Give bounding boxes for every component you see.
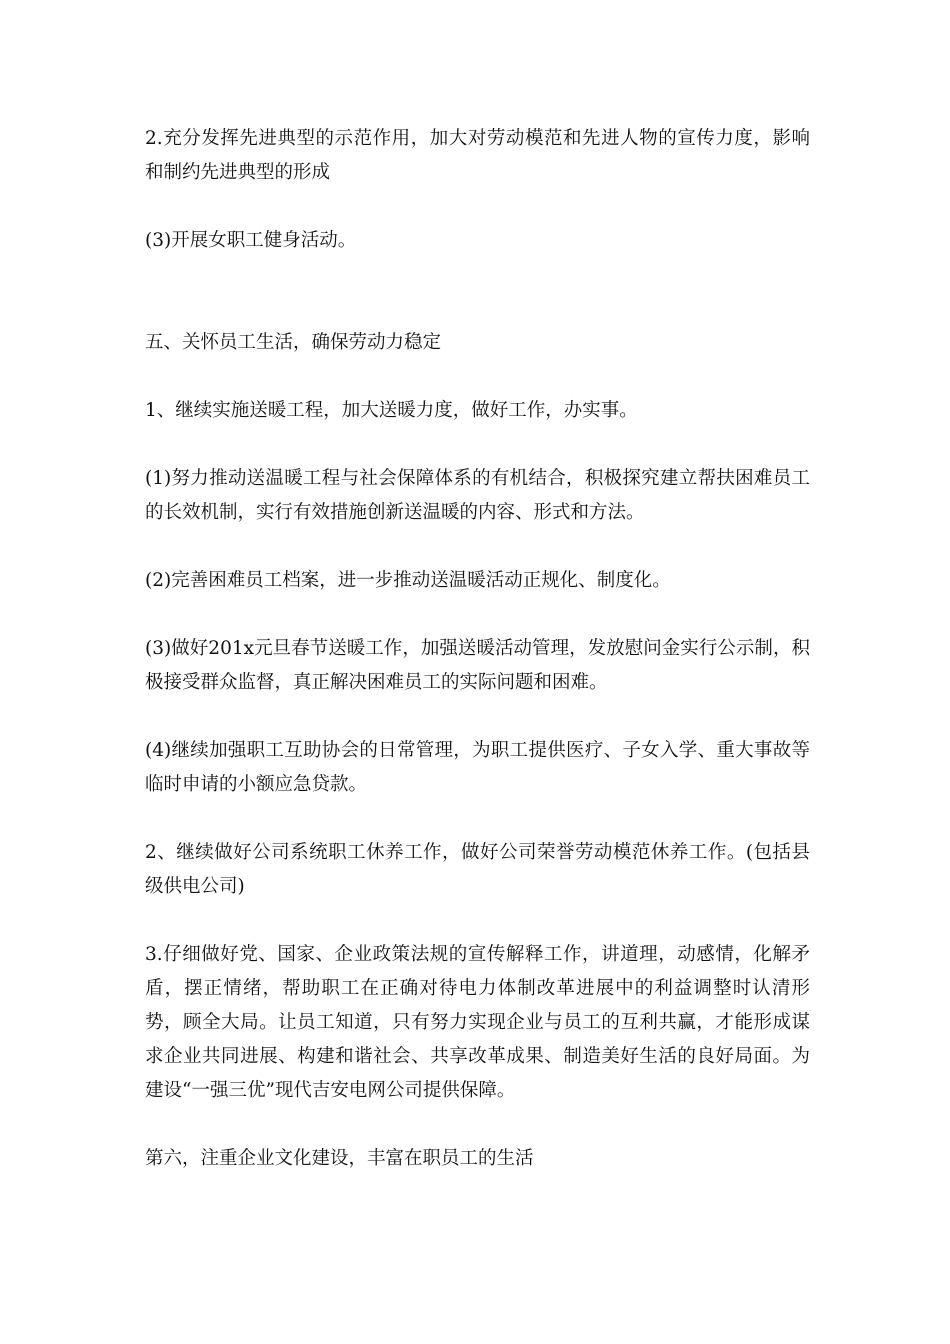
section-heading-five: 五、关怀员工生活，确保劳动力稳定 xyxy=(145,332,442,353)
paragraph-item-4: (4)继续加强职工互助协会的日常管理，为职工提供医疗、子女入学、重大事故等临时申请的小额应急贷款。 xyxy=(145,740,810,795)
paragraph-item-3: (3)做好201x元旦春节送暖工作，加强送暖活动管理，发放慰问金实行公示制，积极接受群众监督，真正解决困难员工的实际问题和困难。 xyxy=(145,638,810,693)
document-body xyxy=(145,122,810,1210)
paragraph-item-1: (1)努力推动送温暖工程与社会保障体系的有机结合，积极探究建立帮扶困难员工的长效机制，实行有效措施创新送温暖的内容、形式和方法。 xyxy=(145,468,810,523)
paragraph-female-fitness: (3)开展女职工健身活动。 xyxy=(145,230,357,251)
paragraph-policy-publicity: 3.仔细做好党、国家、企业政策法规的宣传解释工作，讲道理，动感情，化解矛盾，摆正情绪，帮助职工在正确对待电力体制改革进展中的利益调整时认清形势，顾全大局。让员工知道，只有努力实现企业与员工的互利共赢，才能形成谋求企业共同进展、构建和谐社会、共享改革成果、制造美好生活的良好局面。为建设“一强三优”现代吉安电网公司提供保障。 xyxy=(145,944,810,1101)
paragraph-item-2: (2)完善困难员工档案，进一步推动送温暖活动正规化、制度化。 xyxy=(145,570,671,591)
paragraph-vacation: 2、继续做好公司系统职工休养工作，做好公司荣誉劳动模范休养工作。(包括县级供电公司) xyxy=(145,842,810,897)
section-heading-six: 第六，注重企业文化建设，丰富在职员工的生活 xyxy=(145,1148,534,1169)
paragraph-warmth-project: 1、继续实施送暖工程，加大送暖力度，做好工作，办实事。 xyxy=(145,400,638,421)
paragraph-publicity-model: 2.充分发挥先进典型的示范作用，加大对劳动模范和先进人物的宣传力度，影响和制约先进典型的形成 xyxy=(145,128,810,183)
